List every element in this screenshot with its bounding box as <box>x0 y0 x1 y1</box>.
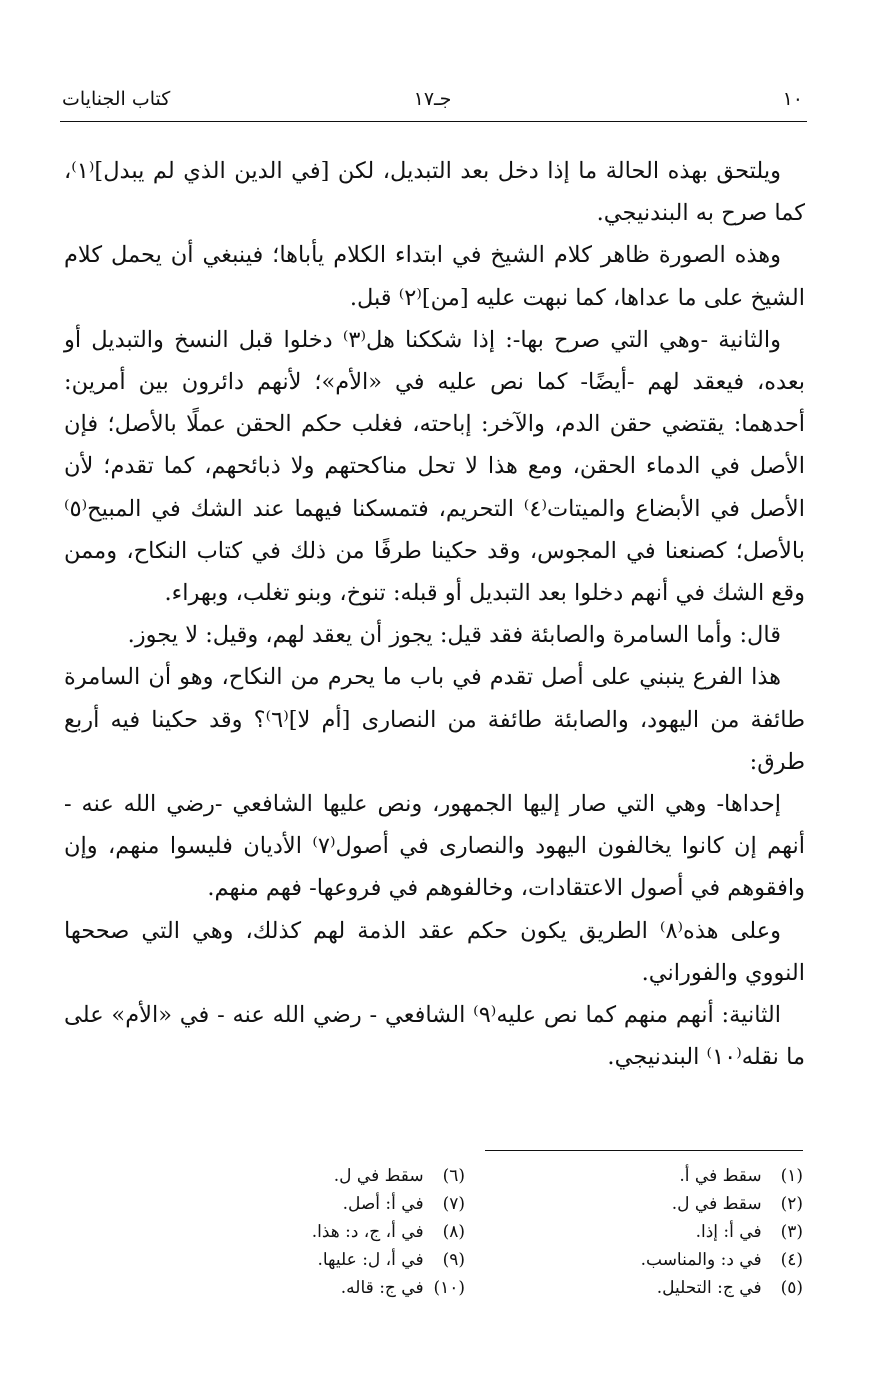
footnote-text: سقط في ل. <box>333 1166 424 1186</box>
footnote-number: (٧) <box>442 1194 465 1214</box>
footnote-number: (١) <box>780 1166 803 1186</box>
running-head <box>62 88 803 118</box>
footnote-number: (٣) <box>780 1222 803 1242</box>
footnote-item <box>165 1246 465 1274</box>
footnote-text: سقط في ل. <box>671 1194 762 1214</box>
footnote-item <box>165 1218 465 1246</box>
footnote-item <box>503 1246 803 1274</box>
footnote-number: (٩) <box>442 1250 465 1270</box>
footnote-text: في أ، ل: عليها. <box>317 1250 424 1270</box>
paragraph: الثانية: أنهم منهم كما نص عليه⁽٩⁾ الشافعي - رضي الله عنه - في «الأم» على ما نقله⁽١٠⁾ البندنيجي. <box>64 1002 805 1071</box>
footnote-number: (٨) <box>442 1222 465 1242</box>
footnote-item <box>165 1162 465 1190</box>
footnote-item <box>503 1274 803 1302</box>
paragraph: وهذه الصورة ظاهر كلام الشيخ في ابتداء الكلام يأباها؛ فينبغي أن يحمل كلام الشيخ على ما عداها، كما نبهت عليه [من]⁽٢⁾ قبل. <box>64 242 805 311</box>
paragraph: إحداها- وهي التي صار إليها الجمهور، ونص عليها الشافعي -رضي الله عنه - أنهم إن كانوا يخالفون اليهود والنصارى في أصول⁽٧⁾ الأديان فليسوا منهم، وإن وافقوهم في أصول الاعتقادات، وخالفوهم في فروعها- فهم منهم. <box>64 791 805 902</box>
footnote-number: (٤) <box>780 1250 803 1270</box>
footnote-divider <box>485 1150 803 1151</box>
footnote-number: (٦) <box>442 1166 465 1186</box>
footnote-item <box>503 1190 803 1218</box>
paragraph: هذا الفرع ينبني على أصل تقدم في باب ما يحرم من النكاح، وهو أن السامرة طائفة من اليهود، والصابئة طائفة من النصارى [أم لا]⁽٦⁾؟ وقد حكينا فيه أربع طرق: <box>64 664 805 775</box>
footnote-text: في أ: إذا. <box>695 1222 762 1242</box>
footnote-number: (١٠) <box>433 1278 465 1298</box>
footnote-text: في د: والمناسب. <box>640 1250 762 1270</box>
footnote-number: (٢) <box>780 1194 803 1214</box>
volume-label: جـ١٧ <box>413 88 452 110</box>
paragraph: ويلتحق بهذه الحالة ما إذا دخل بعد التبديل، لكن [في الدين الذي لم يبدل]⁽١⁾، كما صرح به البندنيجي. <box>64 158 805 227</box>
footnotes-column-left <box>165 1162 465 1302</box>
paragraph: قال: وأما السامرة والصابئة فقد قيل: يجوز أن يعقد لهم، وقيل: لا يجوز. <box>127 622 781 649</box>
footnote-item <box>503 1218 803 1246</box>
footnote-text: في ج: التحليل. <box>656 1278 762 1298</box>
page-number: ١٠ <box>782 88 803 110</box>
footnote-text: في ج: قاله. <box>340 1278 424 1298</box>
footnote-item <box>165 1274 465 1302</box>
book-title: كتاب الجنايات <box>62 88 171 110</box>
footnote-item <box>165 1190 465 1218</box>
main-text <box>64 150 805 1078</box>
header-divider <box>60 121 807 122</box>
paragraph: وعلى هذه⁽٨⁾ الطريق يكون حكم عقد الذمة لهم كذلك، وهي التي صححها النووي والفوراني. <box>64 917 805 986</box>
footnote-item <box>503 1162 803 1190</box>
footnote-number: (٥) <box>780 1278 803 1298</box>
footnote-text: سقط في أ. <box>679 1166 762 1186</box>
footnotes-column-right <box>503 1162 803 1302</box>
footnote-text: في أ: أصل. <box>342 1194 424 1214</box>
footnote-text: في أ، ج، د: هذا. <box>311 1222 424 1242</box>
paragraph: والثانية -وهي التي صرح بها-: إذا شككنا هل⁽٣⁾ دخلوا قبل النسخ والتبديل أو بعده، فيعقد لهم -أيضًا- كما نص عليه في «الأم»؛ لأنهم دائرون بين أمرين: أحدهما: يقتضي حقن الدم، والآخر: إباحته، فغلب حكم الحقن عملًا بالأصل؛ فإن الأصل في الدماء الحقن، ومع هذا لا تحل مناكحتهم ولا ذبائحهم، كما تقدم؛ لأن الأصل في الأبضاع والميتات⁽٤⁾ التحريم، فتمسكنا فيهما عند الشك في المبيح⁽٥⁾ بالأصل؛ كصنعنا في المجوس، وقد حكينا طرفًا من ذلك في كتاب النكاح، وممن وقع الشك في أنهم دخلوا بعد التبديل أو قبله: تنوخ، وبنو تغلب، وبهراء. <box>64 326 805 607</box>
